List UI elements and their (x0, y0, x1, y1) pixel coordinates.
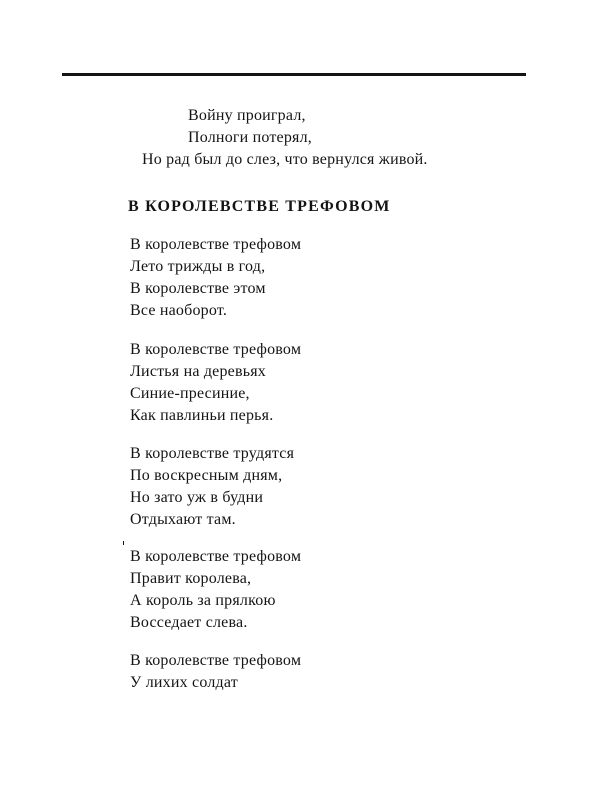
verse-line: Все наоборот. (130, 302, 228, 319)
verse-line: Отдыхают там. (130, 511, 236, 528)
poem-title: В КОРОЛЕВСТВЕ ТРЕФОВОМ (128, 198, 391, 215)
verse-line: Правит королева, (130, 570, 252, 587)
verse-line: По воскресным дням, (130, 467, 283, 484)
verse-line: У лихих солдат (130, 674, 238, 691)
verse-line: В королевстве трефовом (130, 548, 302, 565)
verse-line: В королевстве трефовом (130, 652, 302, 669)
intro-line: Полноги потерял, (188, 129, 313, 146)
verse-line: Синие-пресиние, (130, 385, 250, 402)
intro-line: Войну проиграл, (188, 107, 306, 124)
verse-line: В королевстве этом (130, 280, 266, 297)
verse-line: В королевстве трефовом (130, 341, 302, 358)
print-speck (123, 541, 124, 545)
intro-line: Но рад был до слез, что вернулся живой. (142, 151, 428, 168)
verse-line: В королевстве трефовом (130, 236, 302, 253)
verse-line: Но зато уж в будни (130, 489, 264, 506)
verse-line: Лето трижды в год, (130, 258, 266, 275)
top-rule (62, 73, 526, 76)
verse-line: Листья на деревьях (130, 363, 266, 380)
verse-line: А король за прялкою (130, 592, 276, 609)
verse-line: Восседает слева. (130, 614, 248, 631)
verse-line: В королевстве трудятся (130, 445, 295, 462)
verse-line: Как павлиньи перья. (130, 407, 274, 424)
